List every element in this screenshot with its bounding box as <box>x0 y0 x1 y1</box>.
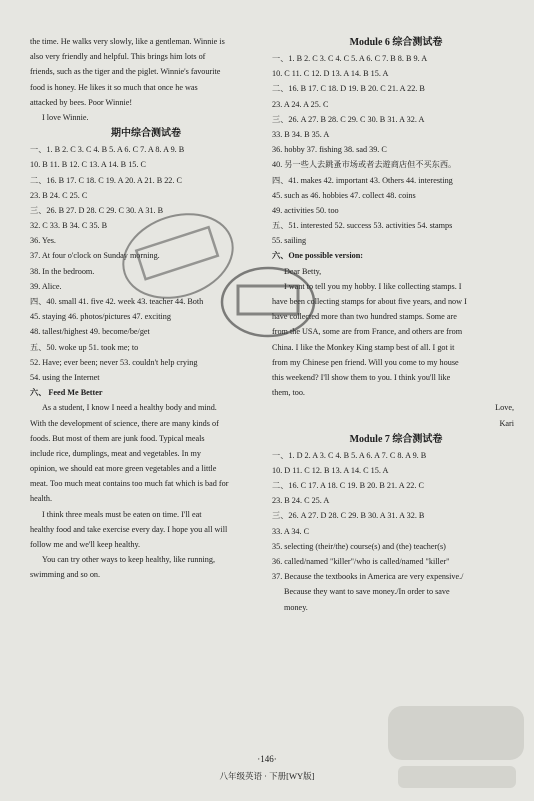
right-line: Module 7 综合测试卷 <box>349 433 443 445</box>
right-line: 36. hobby 37. fishing 38. sad 39. C <box>272 145 387 155</box>
right-line: Because they want to save money./In order to save <box>284 587 450 597</box>
right-line: from my Chinese pen friend. Will you come to my house <box>272 357 459 367</box>
left-line: 四、40. small 41. five 42. week 43. teacher 44. Both <box>30 297 204 306</box>
left-line: include rice, dumplings, meat and vegetables. In my <box>30 448 201 458</box>
right-line: 35. selecting (their/the) course(s) and (the) teacher(s) <box>272 541 446 551</box>
left-line: food is honey. He likes it so much that once he was <box>30 82 198 92</box>
right-line: 40. 另一些人去跳蚤市场或者去遊商店但不买东西。 <box>272 160 457 170</box>
book-title: 八年级英语 · 下册[WY版] <box>219 771 315 781</box>
right-line: China. I like the Monkey King stamp best of all. I got it <box>272 342 455 352</box>
left-line: 38. In the bedroom. <box>30 266 95 276</box>
left-line: opinion, we should eat more green vegetables and a little <box>30 464 217 474</box>
right-line: 23. A 24. A 25. C <box>272 99 329 109</box>
left-line: the time. He walks very slowly, like a gentleman. Winnie is <box>30 37 225 46</box>
right-line: 10. C 11. C 12. D 13. A 14. B 15. A <box>272 69 389 79</box>
left-line: swimming and so on. <box>30 570 101 580</box>
right-line: 三、26. A 27. D 28. C 29. B 30. A 31. A 32. B <box>272 511 425 521</box>
right-line: from the USA, some are from France, and others are from <box>272 327 463 337</box>
left-line: 54. using the Internet <box>30 372 100 382</box>
right-line: 33. B 34. B 35. A <box>272 129 330 139</box>
right-line: 45. such as 46. hobbies 47. collect 48. coins <box>272 190 416 200</box>
left-line: As a student, I know I need a healthy body and mind. <box>42 403 217 413</box>
right-line: 五、51. interested 52. success 53. activities 54. stamps <box>272 221 453 231</box>
right-line: 一、1. B 2. C 3. C 4. C 5. A 6. C 7. B 8. B 9. A <box>272 54 428 63</box>
right-line: 37. Because the textbooks in America are very expensive./ <box>272 572 464 582</box>
right-line: I want to tell you my hobby. I like collecting stamps. I <box>284 281 462 291</box>
left-line: meat. Too much meat contains too much fat which is bad for <box>30 479 229 489</box>
left-line: friends, such as the tiger and the piglet. Winnie's favourite <box>30 67 221 77</box>
left-line: 三、26. B 27. D 28. C 29. C 30. A 31. B <box>30 205 164 215</box>
left-line: 52. Have; ever been; never 53. couldn't help crying <box>30 357 198 367</box>
right-line: Dear Betty, <box>284 266 322 276</box>
right-line: them, too. <box>272 388 305 398</box>
left-line: With the development of science, there are many kinds of <box>30 418 219 428</box>
right-line: 33. A 34. C <box>272 526 310 536</box>
left-line: 期中综合测试卷 <box>111 128 181 140</box>
right-line: have been collecting stamps for about five years, and now I <box>272 297 467 306</box>
right-line: 六、One possible version: <box>272 251 363 261</box>
left-line: You can try other ways to keep healthy, like running, <box>42 555 216 565</box>
right-line: this weekend? I'll show them to you. I think you'll like <box>272 372 451 382</box>
left-line: 37. At four o'clock on Sunday morning. <box>30 251 160 261</box>
right-line: Kari <box>499 418 514 428</box>
left-line: 五、50. woke up 51. took me; to <box>30 342 139 352</box>
left-line: also very friendly and helpful. This brings him lots of <box>30 52 206 62</box>
right-line: money. <box>284 602 308 612</box>
left-line: 10. B 11. B 12. C 13. A 14. B 15. C <box>30 160 146 170</box>
right-line: 二、16. C 17. A 18. C 19. B 20. B 21. A 22. C <box>272 481 424 491</box>
right-line: 10. D 11. C 12. B 13. A 14. C 15. A <box>272 465 389 475</box>
right-line: Module 6 综合测试卷 <box>349 37 443 48</box>
right-line: 一、1. D 2. A 3. C 4. B 5. A 6. A 7. C 8. A 9. B <box>272 450 427 460</box>
left-line: I think three meals must be eaten on time. I'll eat <box>42 509 202 519</box>
left-line: 六、 Feed Me Better <box>30 388 103 398</box>
left-line: 32. C 33. B 34. C 35. B <box>30 221 108 231</box>
left-line: 48. tallest/highest 49. become/be/get <box>30 327 150 337</box>
right-line: 36. called/named "killer"/who is called/named "killer" <box>272 557 450 566</box>
right-line: 49. activities 50. too <box>272 205 339 215</box>
right-line: 23. B 24. C 25. A <box>272 496 330 506</box>
right-line: 二、16. B 17. C 18. D 19. B 20. C 21. A 22. B <box>272 84 425 94</box>
left-column <box>30 34 262 583</box>
left-line: healthy food and take exercise every day. I hope you all will <box>30 524 228 534</box>
page-number: ·146· <box>257 754 277 764</box>
left-line: 36. Yes. <box>30 236 56 246</box>
right-line: 55. sailing <box>272 236 307 246</box>
right-line: 三、26. A 27. B 28. C 29. C 30. B 31. A 32. A <box>272 114 425 124</box>
right-line: Love, <box>495 403 514 413</box>
left-line: 二、16. B 17. C 18. C 19. A 20. A 21. B 22. C <box>30 175 182 185</box>
left-line: health. <box>30 494 53 504</box>
right-column <box>272 34 520 615</box>
left-line: foods. But most of them are junk food. Typical meals <box>30 433 205 443</box>
left-line: 39. Alice. <box>30 281 62 291</box>
left-line: 23. B 24. C 25. C <box>30 190 88 200</box>
left-line: 一、1. B 2. C 3. C 4. B 5. A 6. C 7. A 8. A 9. B <box>30 145 185 155</box>
left-line: attacked by bees. Poor Winnie! <box>30 97 133 107</box>
left-line: follow me and we'll keep healthy. <box>30 540 141 549</box>
right-line: have collected more than two hundred stamps. Some are <box>272 312 457 322</box>
left-line: I love Winnie. <box>42 112 89 122</box>
right-line: 四、41. makes 42. important 43. Others 44. interesting <box>272 175 453 185</box>
left-line: 45. staying 46. photos/pictures 47. exciting <box>30 312 171 322</box>
